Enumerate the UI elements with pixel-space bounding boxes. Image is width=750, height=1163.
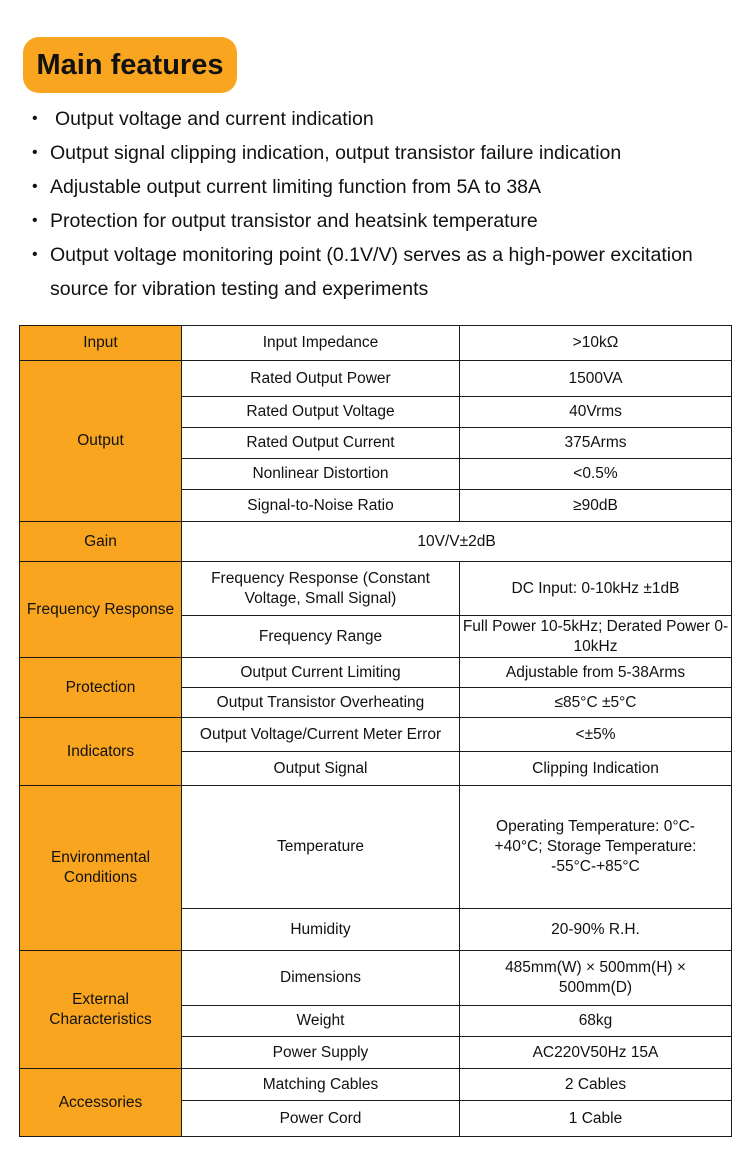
param-cell: Rated Output Power [182, 361, 460, 397]
category-cell: Environmental Conditions [20, 786, 182, 951]
param-cell: Frequency Range [182, 616, 460, 658]
value-cell: 68kg [460, 1006, 732, 1037]
value-cell: Clipping Indication [460, 752, 732, 786]
table-row [20, 786, 732, 909]
param-cell: Signal-to-Noise Ratio [182, 490, 460, 522]
param-cell: Input Impedance [182, 326, 460, 361]
param-cell: Power Cord [182, 1101, 460, 1137]
value-cell: <0.5% [460, 459, 732, 490]
value-cell: Adjustable from 5-38Arms [460, 658, 732, 688]
value-cell: 1500VA [460, 361, 732, 397]
table-row [20, 522, 732, 562]
value-cell: 2 Cables [460, 1069, 732, 1101]
category-cell: Gain [20, 522, 182, 562]
param-cell: Matching Cables [182, 1069, 460, 1101]
param-cell: Dimensions [182, 951, 460, 1006]
category-cell: Indicators [20, 718, 182, 786]
feature-item: • Adjustable output current limiting function from 5A to 38A [30, 170, 730, 204]
value-cell: 20-90% R.H. [460, 909, 732, 951]
section-title: Main features [36, 48, 224, 81]
feature-item: • Output voltage monitoring point (0.1V/V) serves as a high-power excitation source for vibration testing and experiments [30, 238, 730, 306]
table-row [20, 951, 732, 1006]
category-cell: Output [20, 361, 182, 522]
value-cell: Operating Temperature: 0°C-+40°C; Storage Temperature: -55°C-+85°C [460, 786, 732, 909]
param-cell: Nonlinear Distortion [182, 459, 460, 490]
feature-item: • Output voltage and current indication [30, 102, 730, 136]
param-cell: Output Transistor Overheating [182, 688, 460, 718]
feature-item: • Output signal clipping indication, output transistor failure indication [30, 136, 730, 170]
param-cell: Rated Output Current [182, 428, 460, 459]
param-cell: Output Current Limiting [182, 658, 460, 688]
value-cell: AC220V50Hz 15A [460, 1037, 732, 1069]
feature-item: • Protection for output transistor and heatsink temperature [30, 204, 730, 238]
category-cell: Accessories [20, 1069, 182, 1137]
value-cell: DC Input: 0-10kHz ±1dB [460, 562, 732, 616]
category-cell: External Characteristics [20, 951, 182, 1069]
specifications-table [19, 325, 732, 1137]
table-row [20, 361, 732, 397]
features-list [30, 102, 730, 306]
table-row [20, 718, 732, 752]
param-cell: Output Voltage/Current Meter Error [182, 718, 460, 752]
value-cell: 10V/V±2dB [182, 522, 732, 562]
table-row [20, 658, 732, 688]
category-cell: Protection [20, 658, 182, 718]
section-title-badge [23, 37, 237, 93]
value-cell: <±5% [460, 718, 732, 752]
param-cell: Weight [182, 1006, 460, 1037]
param-cell: Frequency Response (Constant Voltage, Small Signal) [182, 562, 460, 616]
category-cell: Frequency Response [20, 562, 182, 658]
value-cell: >10kΩ [460, 326, 732, 361]
param-cell: Output Signal [182, 752, 460, 786]
table-row [20, 562, 732, 616]
param-cell: Power Supply [182, 1037, 460, 1069]
value-cell: 485mm(W) × 500mm(H) × 500mm(D) [460, 951, 732, 1006]
value-cell: ≥90dB [460, 490, 732, 522]
param-cell: Rated Output Voltage [182, 397, 460, 428]
value-cell: ≤85°C ±5°C [460, 688, 732, 718]
category-cell: Input [20, 326, 182, 361]
param-cell: Humidity [182, 909, 460, 951]
param-cell: Temperature [182, 786, 460, 909]
value-cell: 375Arms [460, 428, 732, 459]
table-row [20, 1069, 732, 1101]
value-cell: Full Power 10-5kHz; Derated Power 0-10kHz [460, 616, 732, 658]
table-row [20, 326, 732, 361]
value-cell: 40Vrms [460, 397, 732, 428]
value-cell: 1 Cable [460, 1101, 732, 1137]
